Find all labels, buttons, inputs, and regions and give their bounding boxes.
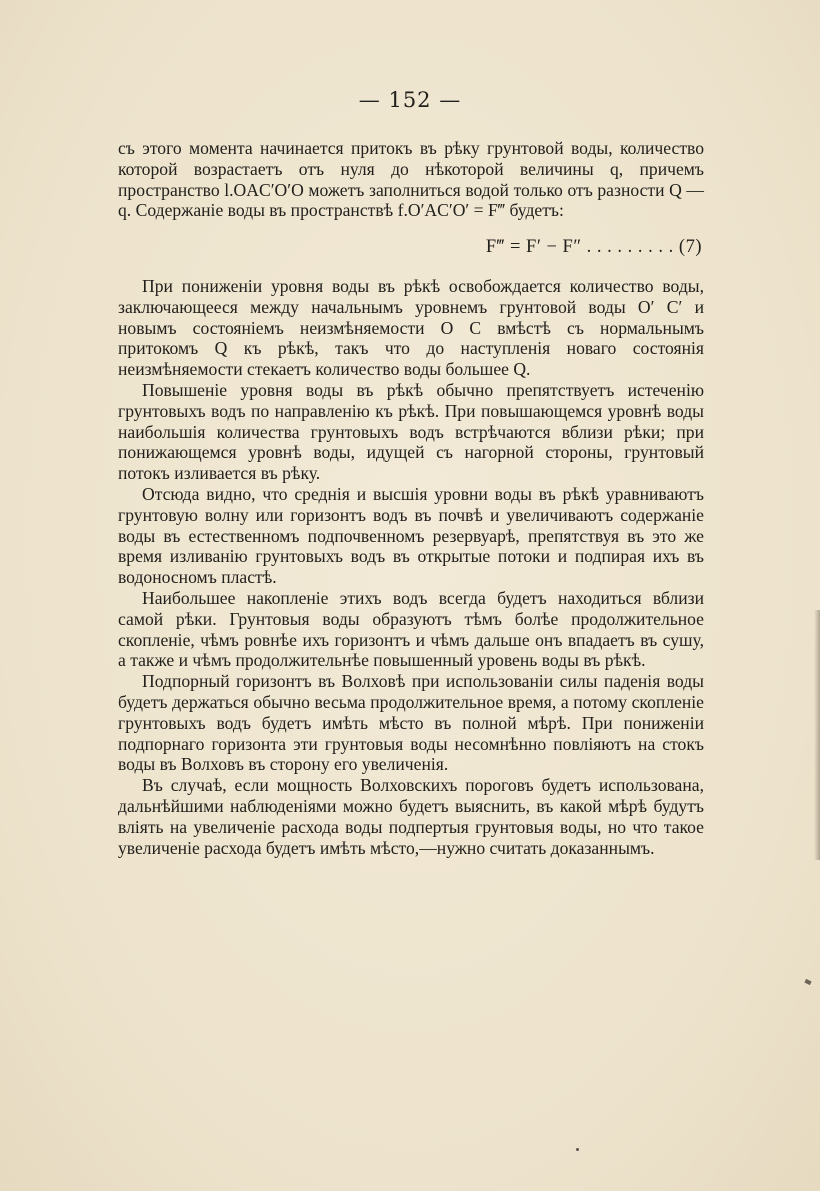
paragraph-1: съ этого момента начинается притокъ въ рѣку грунтовой воды, количество которой возрастаетъ отъ нуля до нѣкоторой величины q, причемъ пространство l.OAC′O′O можетъ заполниться водой только отъ разности Q — q. Содержаніе воды въ пространствѣ f.O′AC′O′ = F‴ будетъ:: [118, 138, 704, 221]
body-text: [118, 138, 704, 858]
paragraph-5: Наибольшее накопленіе этихъ водъ всегда будетъ находиться вблизи самой рѣки. Грунтовыя воды образуютъ тѣмъ болѣе продолжительное скопленіе, чѣмъ ровнѣе ихъ горизонтъ и чѣмъ дальше онъ впадаетъ въ сушу, а также и чѣмъ продолжительнѣе повышенный уровень воды въ рѣкѣ.: [118, 587, 704, 671]
formula-7: F‴ = F′ − F″ . . . . . . . . . (7): [485, 237, 702, 258]
paragraph-3: Повышеніе уровня воды въ рѣкѣ обычно препятствуетъ истеченію грунтовыхъ водъ по направленію къ рѣкѣ. При повышающемся уровнѣ воды наибольшія количества грунтовыхъ водъ встрѣчаются вблизи рѣки; при понижающемся уровнѣ воды, идущей съ нагорной стороны, грунтовый потокъ изливается въ рѣку.: [118, 379, 704, 484]
paragraph-6: Подпорный горизонтъ въ Волховѣ при использованіи силы паденія воды будетъ держаться обычно весьма продолжительное время, а потому скопленіе грунтовыхъ водъ будетъ имѣть мѣсто въ полной мѣрѣ. При пониженіи подпорнаго горизонта эти грунтовыя воды несомнѣнно повліяютъ на стокъ воды въ Волховъ въ сторону его увеличенія.: [118, 671, 704, 775]
page-number: — 152 —: [358, 88, 462, 112]
margin-mark: [804, 979, 811, 985]
paragraph-4: Отсюда видно, что среднія и высшія уровни воды въ рѣкѣ уравниваютъ грунтовую волну или горизонтъ водъ въ почвѣ и увеличиваютъ содержаніе воды въ естественномъ подпочвенномъ резервуарѣ, препятствуя въ это же время изливанію грунтовыхъ водъ въ открытые потоки и подпирая ихъ въ водоносномъ пластѣ.: [118, 483, 704, 588]
ink-dot: [576, 1148, 579, 1151]
paragraph-7: Въ случаѣ, если мощность Волховскихъ пороговъ будетъ использована, дальнѣйшими наблюденіями можно будетъ выяснить, въ какой мѣрѣ будутъ вліять на увеличеніе расхода воды подпертыя грунтовыя воды, но что такое увеличеніе расхода будетъ имѣть мѣсто,—нужно считать доказаннымъ.: [118, 775, 704, 858]
paragraph-2: При пониженіи уровня воды въ рѣкѣ освобождается количество воды, заключающееся между начальнымъ уровнемъ грунтовой воды O′ C′ и новымъ состояніемъ неизмѣняемости O C вмѣстѣ съ нормальнымъ притокомъ Q къ рѣкѣ, такъ что до наступленія новаго состоянія неизмѣняемости стекаетъ количество воды большее Q.: [118, 275, 704, 380]
page-edge-shadow: [814, 610, 820, 860]
